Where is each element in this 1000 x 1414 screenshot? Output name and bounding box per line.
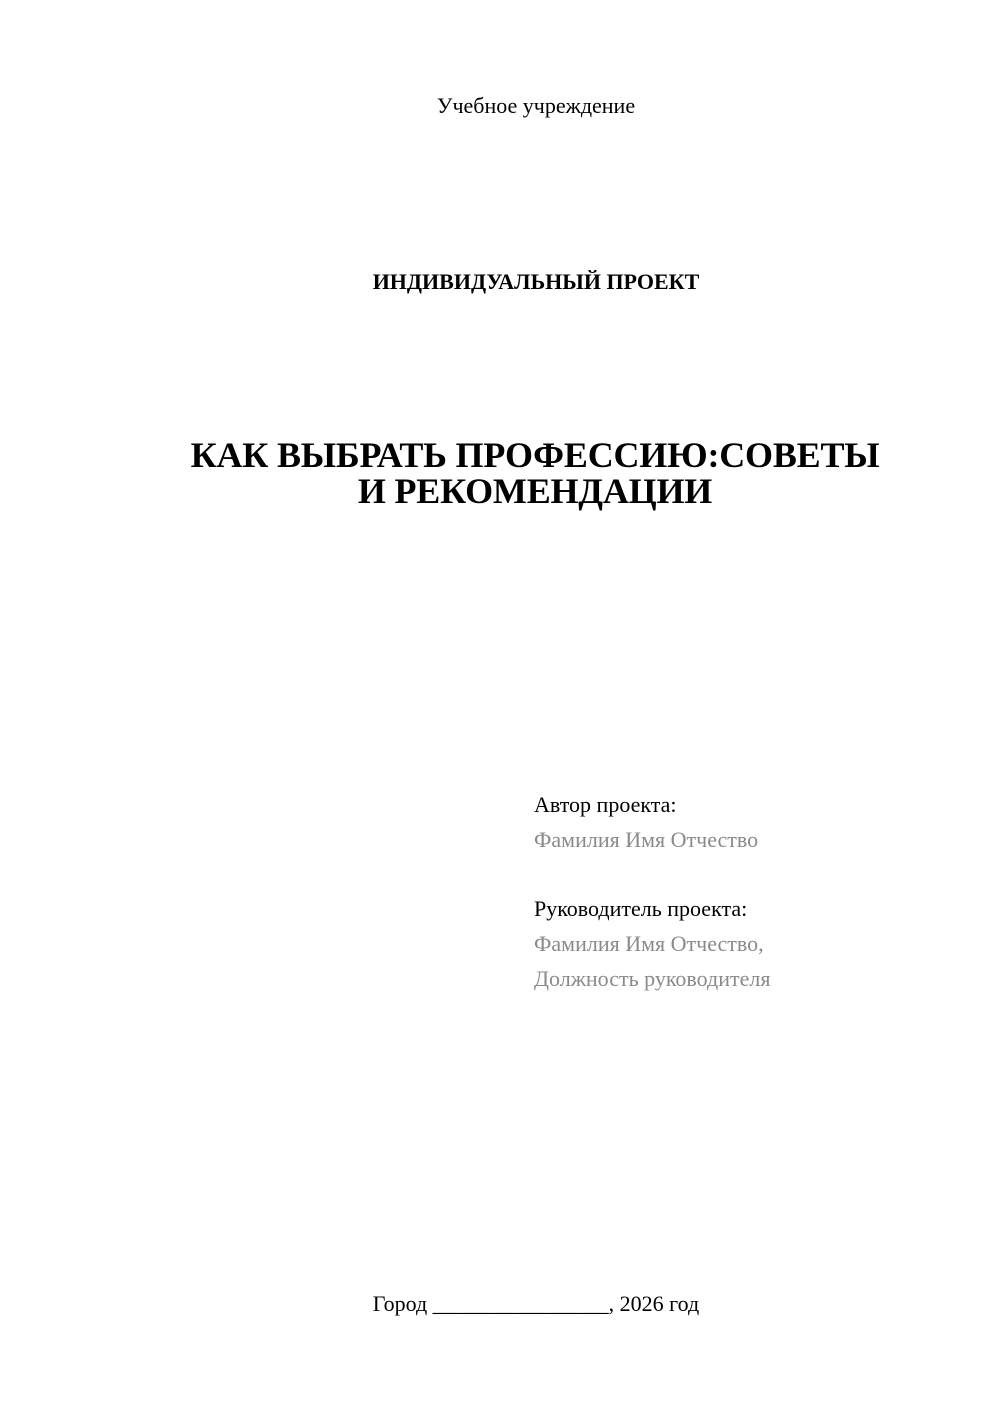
project-title bbox=[150, 437, 920, 509]
author-label: Автор проекта: bbox=[534, 792, 677, 817]
project-title-line-1: КАК ВЫБРАТЬ ПРОФЕССИЮ:СОВЕТЫ bbox=[190, 435, 880, 475]
credits-spacer bbox=[534, 857, 974, 891]
supervisor-name: Фамилия Имя Отчество, bbox=[534, 931, 764, 956]
author-name: Фамилия Имя Отчество bbox=[534, 827, 759, 852]
credits-block bbox=[534, 787, 974, 996]
project-title-line-2: И РЕКОМЕНДАЦИИ bbox=[357, 471, 713, 511]
supervisor-position: Должность руководителя bbox=[534, 966, 771, 991]
institution-name: Учебное учреждение bbox=[436, 93, 636, 118]
city-year-footer: Город ________________, 2026 год bbox=[372, 1291, 700, 1316]
project-type-heading: ИНДИВИДУАЛЬНЫЙ ПРОЕКТ bbox=[372, 269, 700, 294]
supervisor-label: Руководитель проекта: bbox=[534, 896, 748, 921]
